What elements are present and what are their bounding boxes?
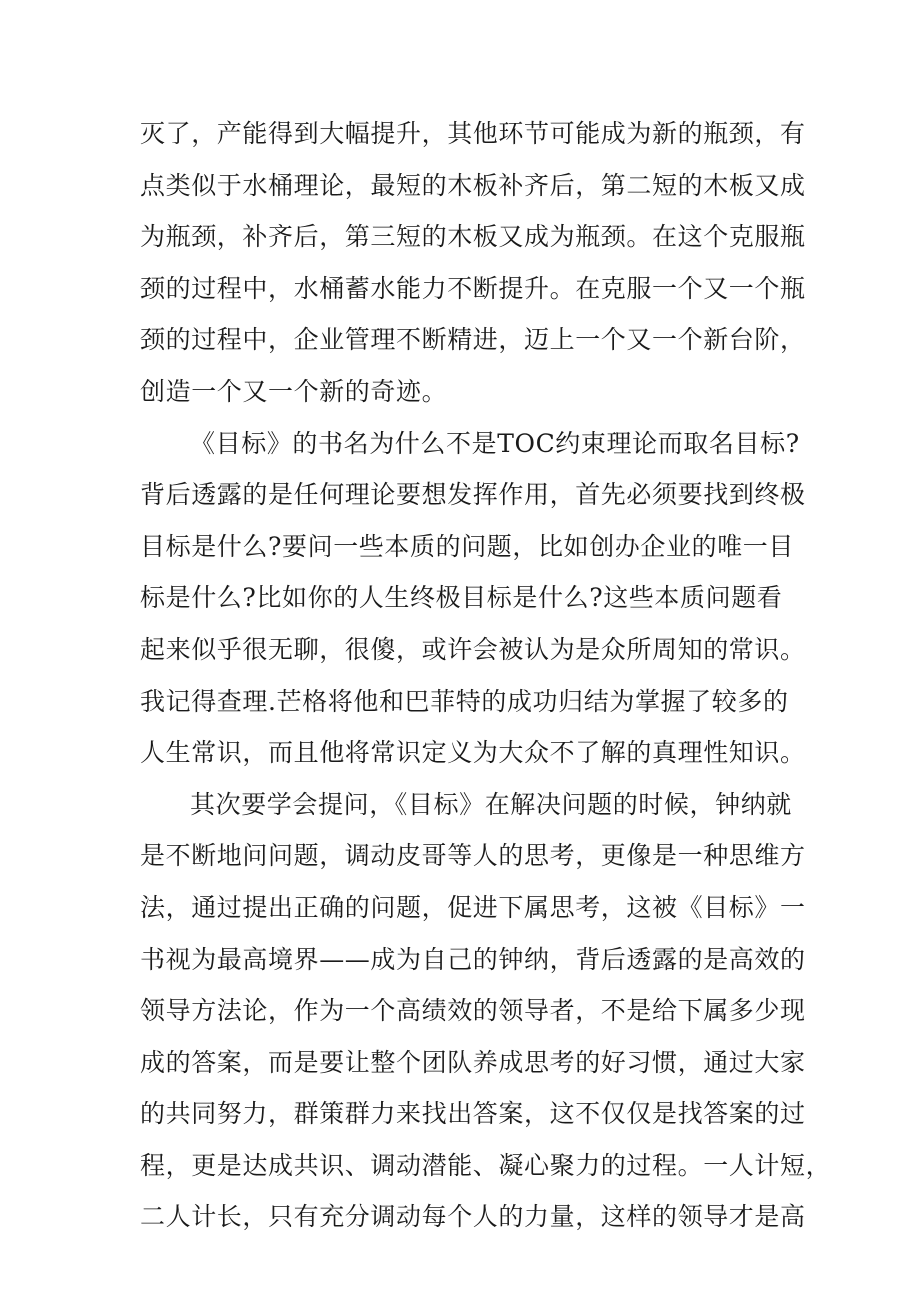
- text-line: 成的答案，而是要让整个团队养成思考的好习惯，通过大家: [140, 1047, 806, 1077]
- text-line: 背后透露的是任何理论要想发挥作用，首先必须要找到终极: [140, 480, 806, 510]
- text-line: 灭了，产能得到大幅提升，其他环节可能成为新的瓶颈，有: [140, 119, 806, 148]
- text-line: 创造一个又一个新的奇迹。: [140, 376, 448, 406]
- text-line: 二人计长，只有充分调动每个人的力量，这样的领导才是高: [140, 1202, 806, 1232]
- text-line: 颈的过程中，水桶蓄水能力不断提升。在克服一个又一个瓶: [140, 273, 806, 303]
- text-line: 起来似乎很无聊，很傻，或许会被认为是众所周知的常识。: [140, 634, 806, 664]
- text-line: 人生常识，而且他将常识定义为大众不了解的真理性知识。: [140, 738, 806, 768]
- paragraph-start-line: 《目标》的书名为什么不是TOC约束理论而取名目标?: [190, 428, 800, 458]
- text-line: 点类似于水桶理论，最短的木板补齐后，第二短的木板又成: [140, 170, 806, 200]
- text-line: 目标是什么?要问一些本质的问题，比如创办企业的唯一目: [140, 531, 795, 561]
- paragraph-start-line: 其次要学会提问，《目标》在解决问题的时候，钟纳就: [190, 789, 792, 819]
- text-line: 为瓶颈，补齐后，第三短的木板又成为瓶颈。在这个克服瓶: [140, 222, 806, 252]
- body-text: [140, 108, 832, 1243]
- text-line: 领导方法论，作为一个高绩效的领导者，不是给下属多少现: [140, 996, 806, 1026]
- text-line: 书视为最高境界——成为自己的钟纳，背后透露的是高效的: [140, 944, 806, 974]
- text-line: 颈的过程中，企业管理不断精进，迈上一个又一个新台阶，: [140, 325, 806, 355]
- text-line: 我记得查理.芒格将他和巴菲特的成功归结为掌握了较多的: [140, 686, 789, 716]
- text-line: 法，通过提出正确的问题，促进下属思考，这被《目标》一: [140, 892, 806, 922]
- text-line: 程，更是达成共识、调动潜能、凝心聚力的过程。一人计短，: [140, 1150, 832, 1180]
- text-line: 的共同努力，群策群力来找出答案，这不仅仅是找答案的过: [140, 1099, 806, 1129]
- text-line: 是不断地问问题，调动皮哥等人的思考，更像是一种思维方: [140, 841, 806, 871]
- text-line: 标是什么?比如你的人生终极目标是什么?这些本质问题看: [140, 583, 783, 613]
